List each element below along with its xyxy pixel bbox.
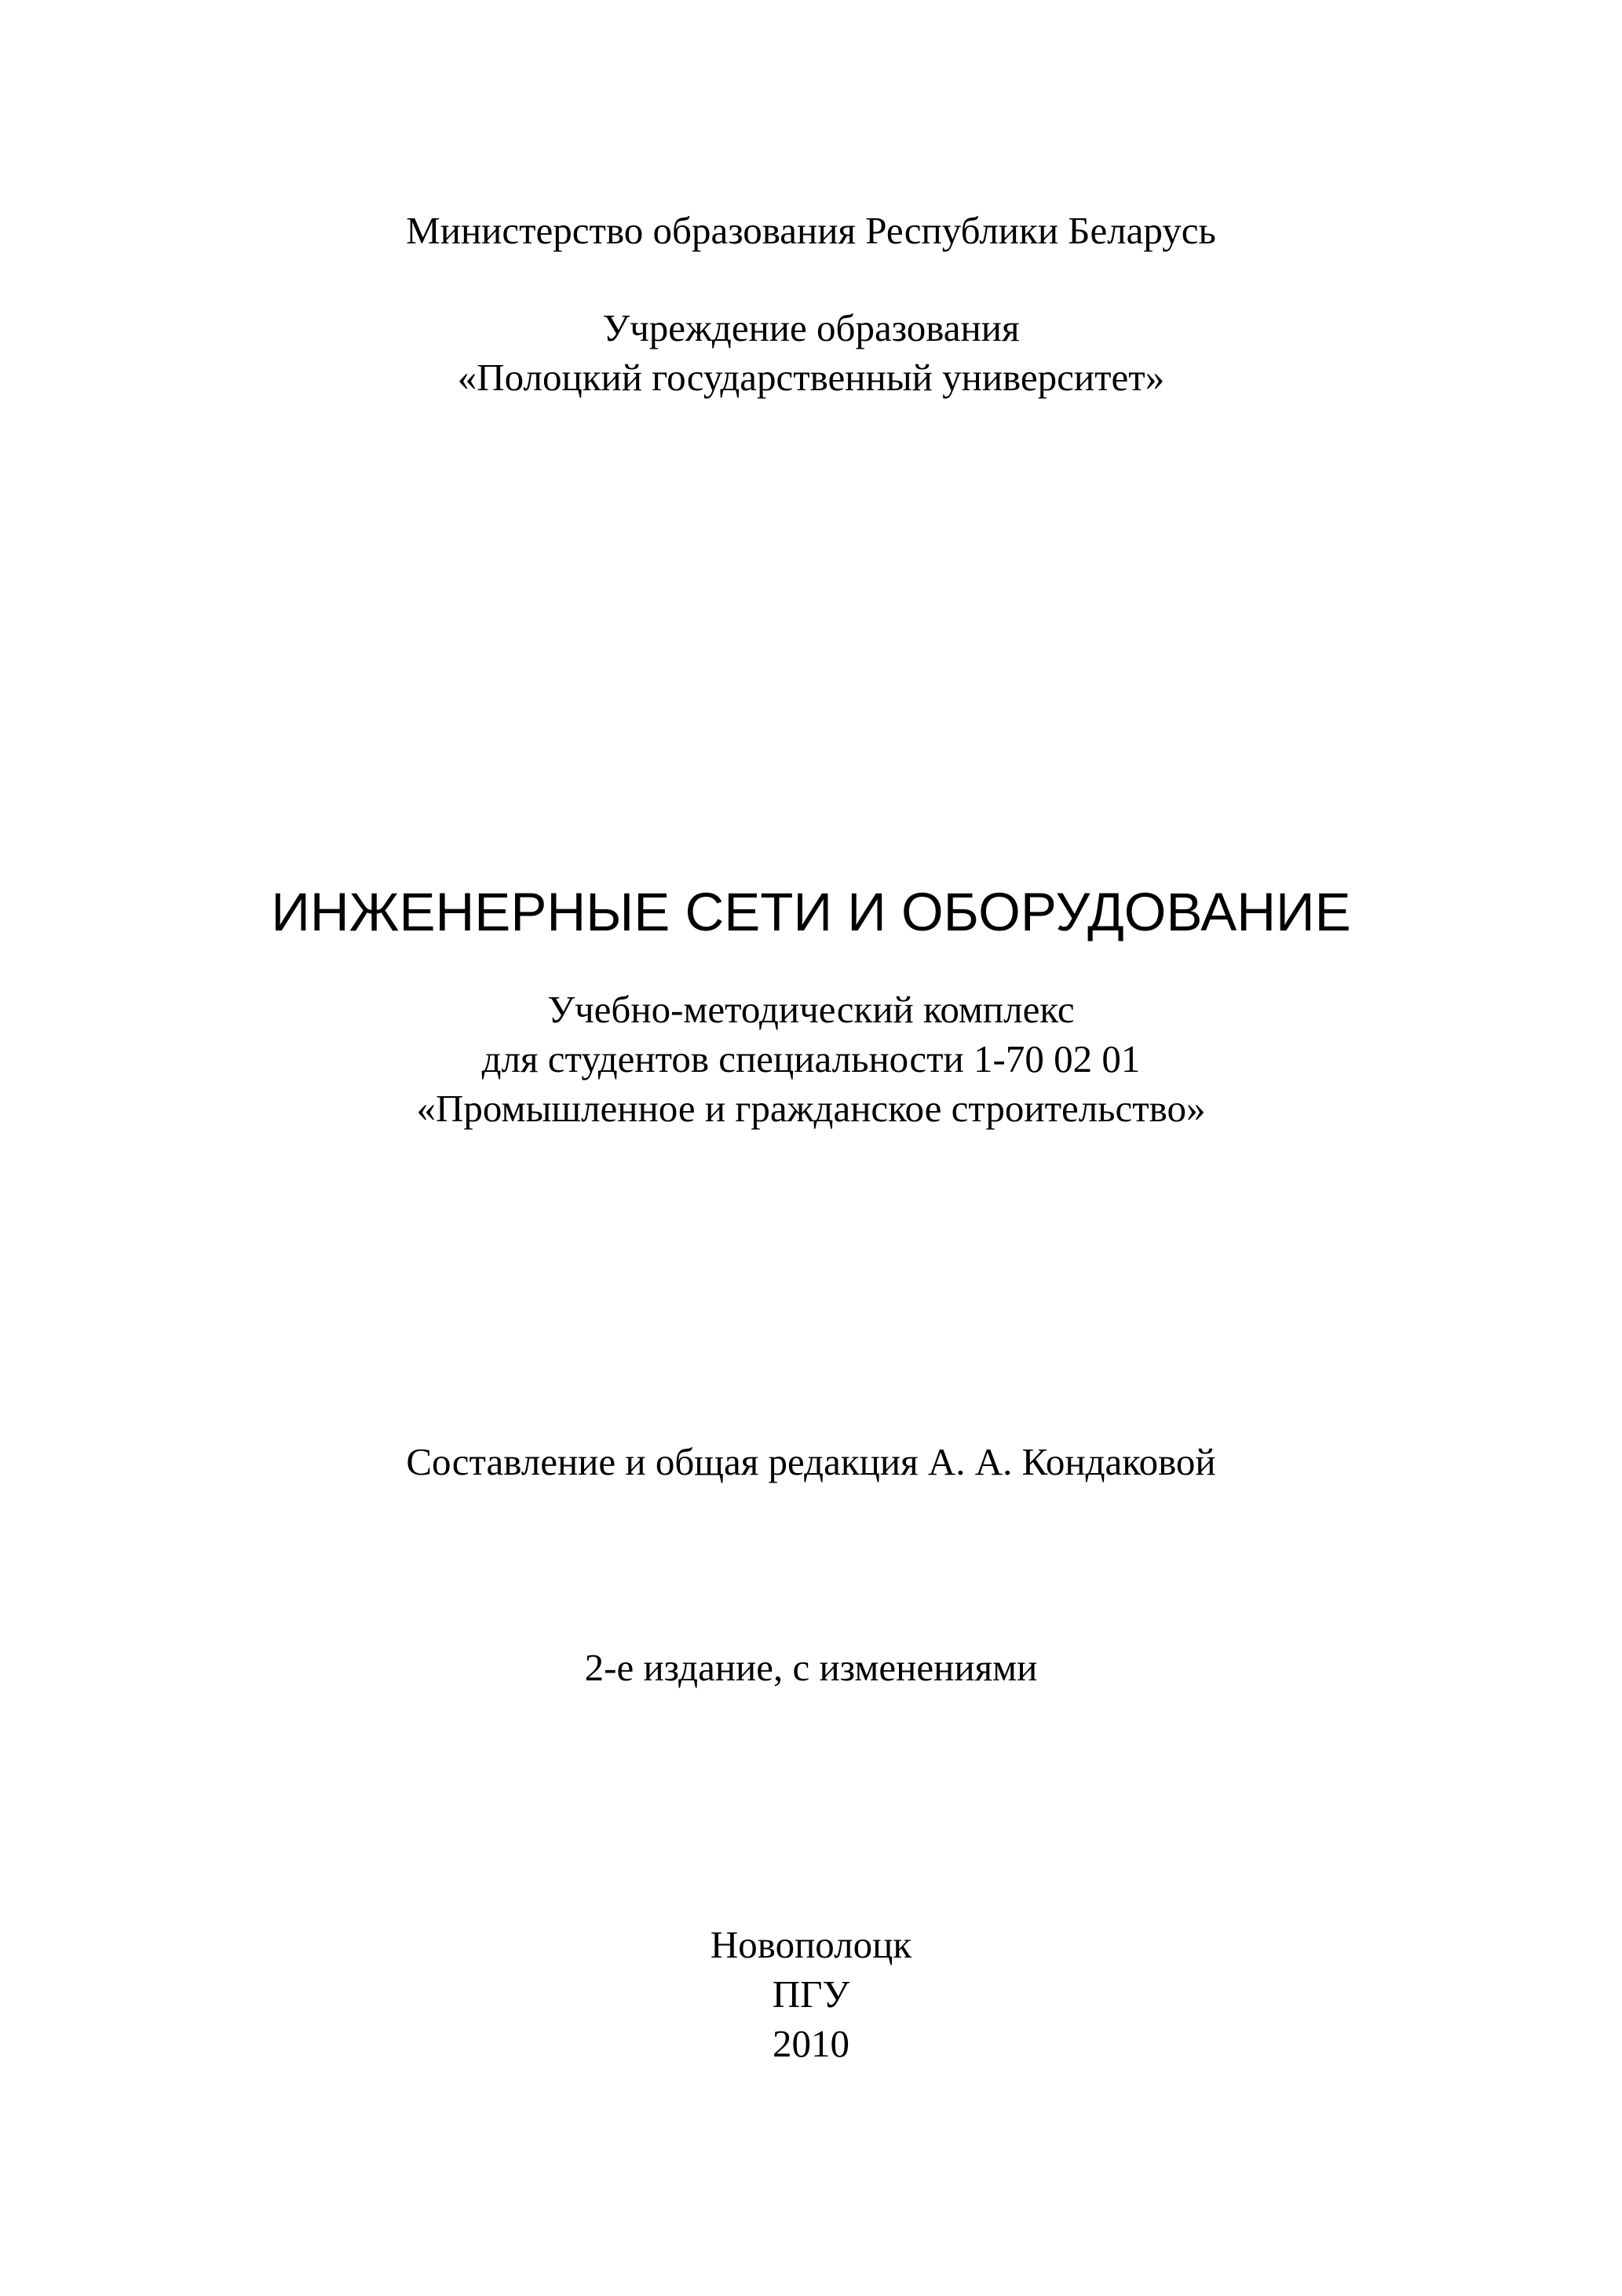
institution-line-1: Учреждение образования	[602, 306, 1020, 349]
ministry-line: Министерство образования Республики Беларусь	[406, 209, 1216, 252]
editor-line: Составление и общая редакция А. А. Кондаковой	[406, 1440, 1216, 1483]
institution-line-2: «Полоцкий государственный университет»	[457, 356, 1165, 399]
subtitle-line-1: Учебно-методический комплекс	[547, 988, 1075, 1031]
imprint-city: Новополоцк	[710, 1923, 912, 1966]
imprint-publisher: ПГУ	[772, 1972, 850, 2016]
subtitle-line-3: «Промышленное и гражданское строительство»	[416, 1087, 1206, 1130]
subtitle-line-2: для студентов специальности 1-70 02 01	[481, 1037, 1141, 1080]
imprint-year: 2010	[773, 2022, 849, 2065]
edition-line: 2-е издание, с изменениями	[584, 1646, 1038, 1689]
document-title: ИНЖЕНЕРНЫЕ СЕТИ И ОБОРУДОВАНИЕ	[271, 882, 1351, 942]
